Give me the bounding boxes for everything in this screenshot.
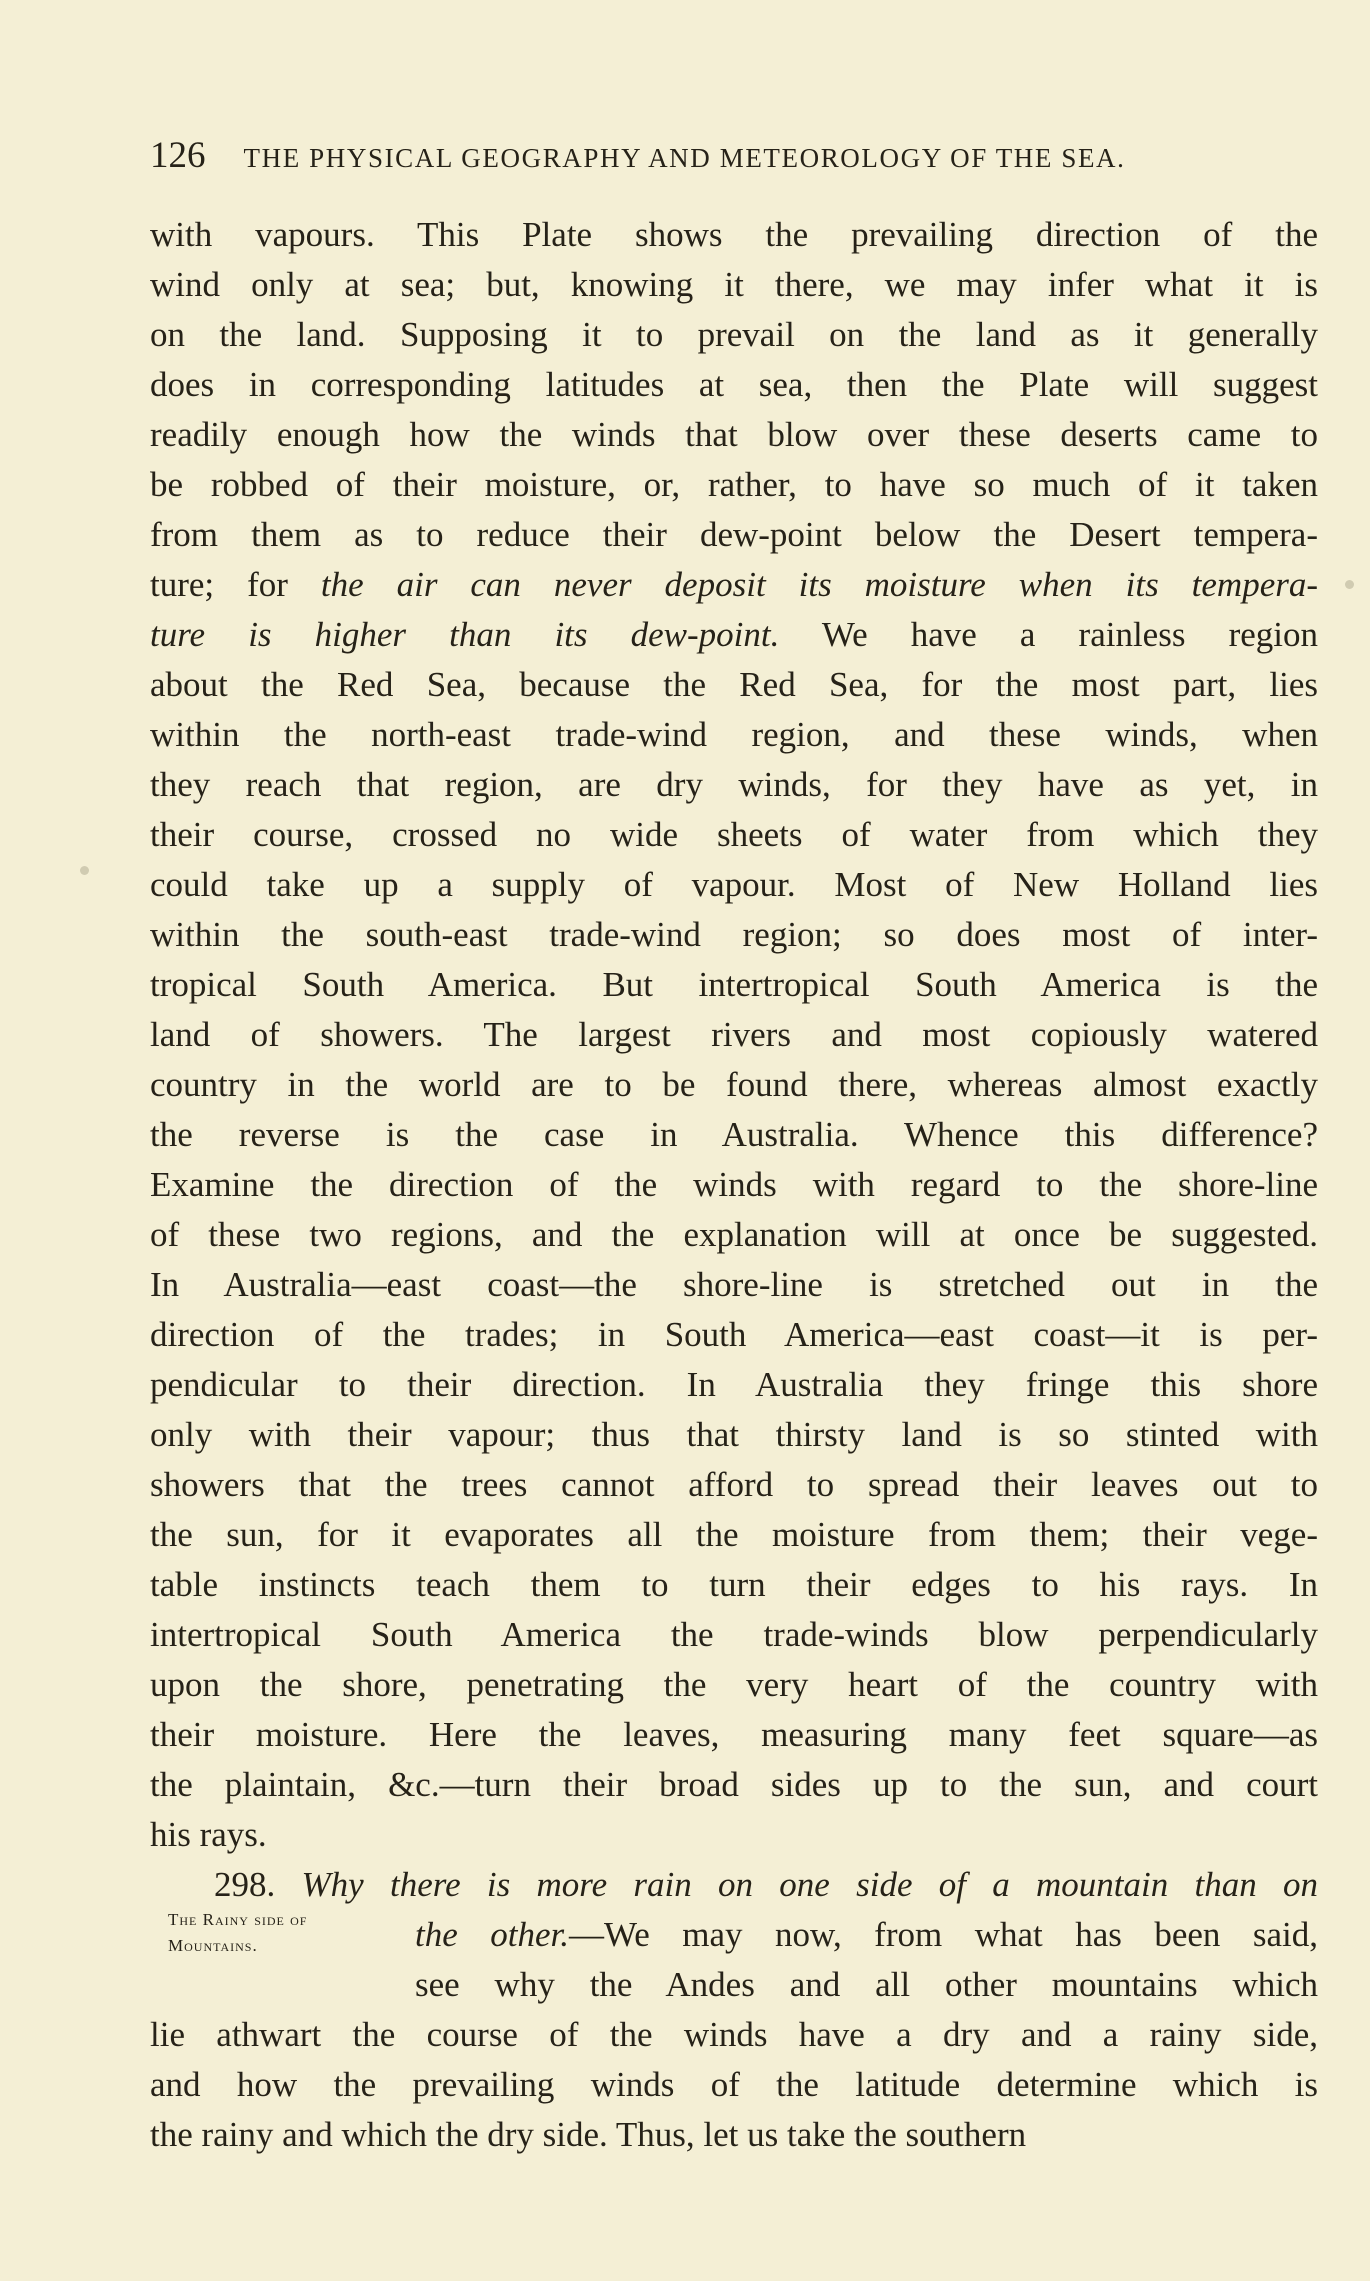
text-line: be robbed of their moisture, or, rather, to have so much of it taken <box>150 465 1318 504</box>
margin-sidenote <box>168 1907 307 1959</box>
text-line: could take up a supply of vapour. Most of New Holland lies <box>150 865 1318 904</box>
text-line <box>150 610 1318 660</box>
text-line: the plaintain, &c.—turn their broad sides up to the sun, and court <box>150 1765 1318 1804</box>
text-line: from them as to reduce their dew-point below the Desert tempera- <box>150 515 1318 554</box>
text-line: the sun, for it evaporates all the moisture from them; their vege- <box>150 1515 1318 1554</box>
text-segment: We have a rainless region <box>779 615 1318 654</box>
page-number: 126 <box>150 135 206 176</box>
text-line <box>150 1910 1318 1960</box>
text-line: their course, crossed no wide sheets of water from which they <box>150 815 1318 854</box>
text-line: the reverse is the case in Australia. Whence this difference? <box>150 1115 1318 1154</box>
running-title: THE PHYSICAL GEOGRAPHY AND METEOROLOGY OF THE SEA. <box>243 143 1126 173</box>
page-header <box>150 134 1260 177</box>
text-line: readily enough how the winds that blow over these deserts came to <box>150 415 1318 454</box>
text-line: showers that the trees cannot afford to spread their leaves out to <box>150 1465 1318 1504</box>
text-line: land of showers. The largest rivers and most copiously watered <box>150 1015 1318 1054</box>
text-line: lie athwart the course of the winds have a dry and a rainy side, <box>150 2015 1318 2054</box>
text-line: wind only at sea; but, knowing it there, we may infer what it is <box>150 265 1318 304</box>
text-line: direction of the trades; in South America—east coast—it is per- <box>150 1315 1318 1354</box>
text-line: within the south-east trade-wind region; so does most of inter- <box>150 915 1318 954</box>
paper-speck <box>1345 580 1354 589</box>
text-line: does in corresponding latitudes at sea, then the Plate will suggest <box>150 365 1318 404</box>
text-line: upon the shore, penetrating the very heart of the country with <box>150 1665 1318 1704</box>
text-line <box>150 1860 1318 1910</box>
text-line: pendicular to their direction. In Australia they fringe this shore <box>150 1365 1318 1404</box>
text-line: with vapours. This Plate shows the prevailing direction of the <box>150 215 1318 254</box>
text-segment: 298. <box>214 1865 302 1904</box>
text-line: and how the prevailing winds of the latitude determine which is <box>150 2065 1318 2104</box>
italic-text: the air can never deposit its moisture when its tempera- <box>320 565 1319 604</box>
text-line: his rays. <box>150 1815 267 1854</box>
italic-text: Why there is more rain on one side of a mountain than on <box>301 1865 1319 1904</box>
text-line: on the land. Supposing it to prevail on the land as it generally <box>150 315 1318 354</box>
text-line: see why the Andes and all other mountains which <box>415 1965 1318 2004</box>
italic-text: the other. <box>415 1915 569 1954</box>
text-line: Examine the direction of the winds with regard to the shore-line <box>150 1165 1318 1204</box>
sidenote-line: Mountains. <box>168 1936 258 1955</box>
text-line: their moisture. Here the leaves, measuring many feet square—as <box>150 1715 1318 1754</box>
text-line: intertropical South America the trade-winds blow perpendicularly <box>150 1615 1318 1654</box>
text-line: they reach that region, are dry winds, for they have as yet, in <box>150 765 1318 804</box>
text-line: within the north-east trade-wind region, and these winds, when <box>150 715 1318 754</box>
italic-text: ture is higher than its dew-point. <box>150 615 780 654</box>
text-line <box>150 560 1318 610</box>
body-text <box>150 210 1318 2160</box>
text-segment: —We may now, from what has been said, <box>568 1915 1318 1954</box>
text-line: tropical South America. But intertropical South America is the <box>150 965 1318 1004</box>
text-line: the rainy and which the dry side. Thus, let us take the southern <box>150 2115 1027 2154</box>
sidenote-line: The Rainy side of <box>168 1910 308 1929</box>
text-line: only with their vapour; thus that thirsty land is so stinted with <box>150 1415 1318 1454</box>
text-line: of these two regions, and the explanation will at once be suggested. <box>150 1215 1318 1254</box>
text-line: country in the world are to be found there, whereas almost exactly <box>150 1065 1318 1104</box>
text-line: In Australia—east coast—the shore-line is stretched out in the <box>150 1265 1318 1304</box>
paper-speck <box>80 866 89 875</box>
text-line: table instincts teach them to turn their edges to his rays. In <box>150 1565 1318 1604</box>
text-segment: ture; for <box>150 565 321 604</box>
text-line: about the Red Sea, because the Red Sea, for the most part, lies <box>150 665 1318 704</box>
